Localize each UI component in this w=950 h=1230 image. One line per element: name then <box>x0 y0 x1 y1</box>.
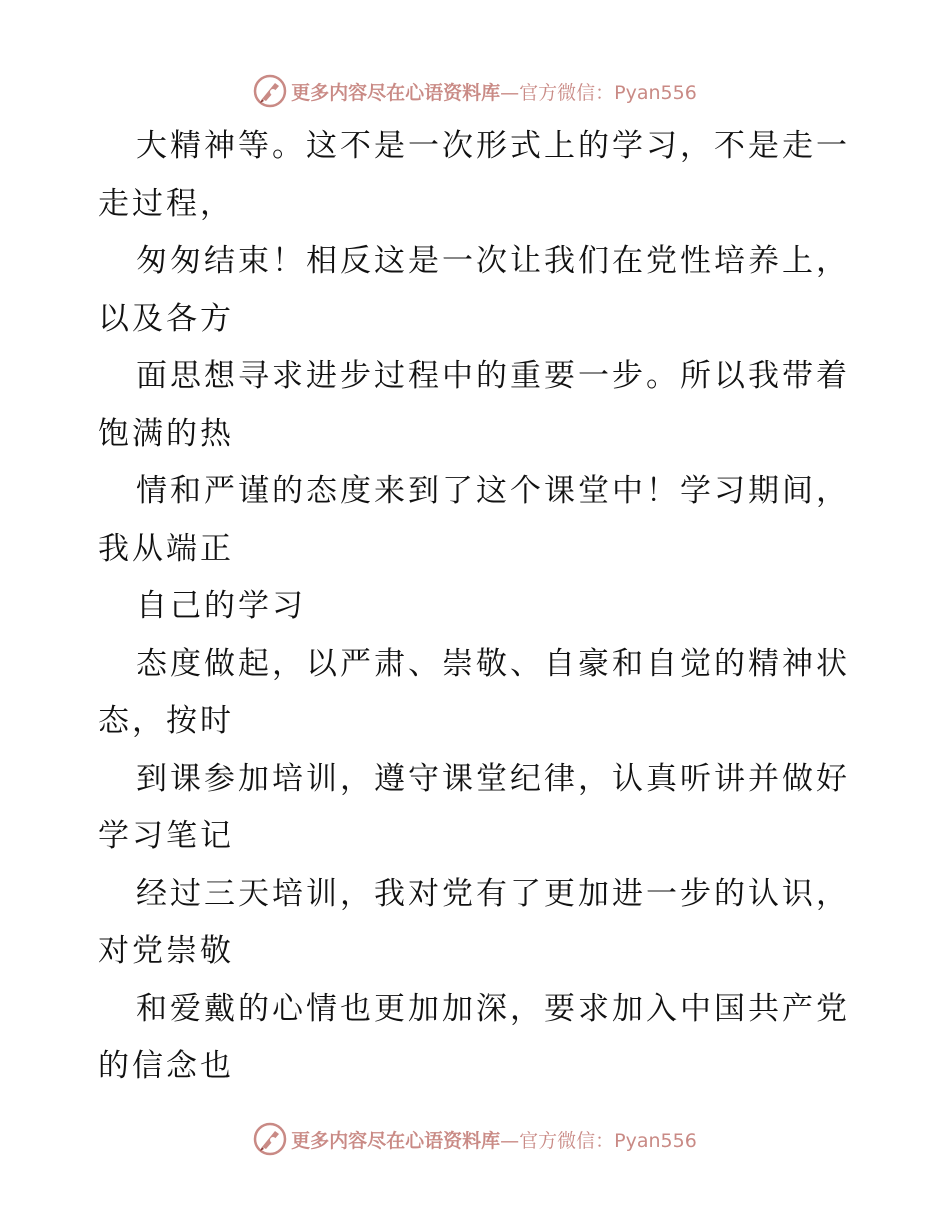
text-line: 面思想寻求进步过程中的重要一步。所以我带着 <box>136 358 850 394</box>
text-line: 到课参加培训，遵守课堂纪律，认真听讲并做好 <box>136 760 850 797</box>
footer-watermark <box>0 1121 950 1157</box>
text-line: 自己的学习 <box>136 588 306 624</box>
text-line: 学习笔记 <box>98 818 234 854</box>
text-line: 大精神等。这不是一次形式上的学习，不是走一 <box>136 128 850 164</box>
text-line: 的信念也 <box>98 1048 234 1084</box>
text-line: 对党崇敬 <box>98 933 234 969</box>
header-watermark <box>0 73 950 109</box>
document-body <box>98 118 858 1096</box>
watermark-wechat-text: —官方微信：Pyan556 <box>500 1129 697 1152</box>
text-line: 态度做起，以严肃、崇敬、自豪和自觉的精神状 <box>136 645 850 682</box>
text-line: 以及各方 <box>98 300 234 337</box>
text-line: 态，按时 <box>98 703 234 739</box>
text-line: 和爱戴的心情也更加加深，要求加入中国共产党 <box>136 990 850 1027</box>
watermark-main-text: 更多内容尽在心语资料库 <box>291 81 501 104</box>
watermark-wechat-text: —官方微信：Pyan556 <box>500 81 697 104</box>
watermark-main-text: 更多内容尽在心语资料库 <box>291 1129 501 1152</box>
pen-logo-icon <box>253 1122 287 1156</box>
text-line: 匆匆结束！相反这是一次让我们在党性培养上， <box>136 243 850 279</box>
text-line: 我从端正 <box>98 530 234 567</box>
text-line: 饱满的热 <box>98 415 234 452</box>
text-line: 走过程， <box>98 185 234 222</box>
pen-logo-icon <box>253 74 287 108</box>
text-line: 情和严谨的态度来到了这个课堂中！学习期间， <box>136 473 850 509</box>
text-line: 经过三天培训，我对党有了更加进一步的认识， <box>136 875 850 912</box>
